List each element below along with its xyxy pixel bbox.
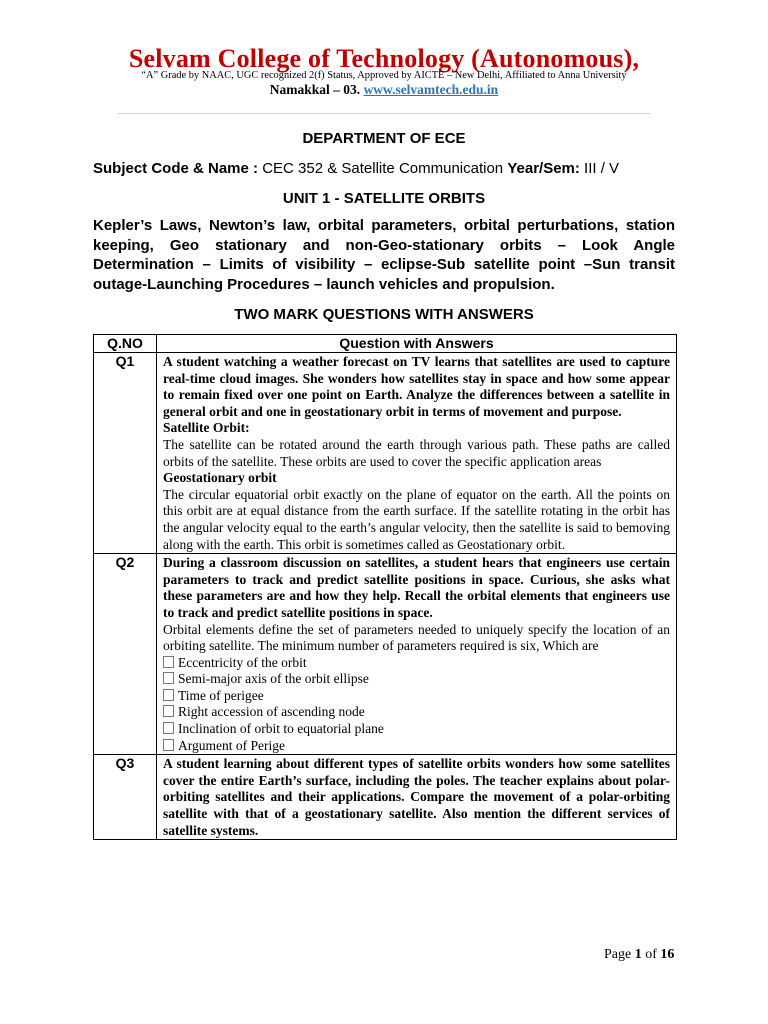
address-line bbox=[0, 82, 768, 98]
list-item-text: Right accession of ascending node bbox=[178, 704, 365, 720]
section-title: TWO MARK QUESTIONS WITH ANSWERS bbox=[234, 306, 534, 323]
bullet-box-icon bbox=[163, 705, 174, 717]
website-link[interactable]: www.selvamtech.edu.in bbox=[363, 82, 499, 97]
answer-cell bbox=[157, 554, 677, 755]
question-text: A student watching a weather forecast on TV learns that satellites are used to capture real-time cloud images. She wonders how satellites stay in space and how some appear to remain fixed over one point on Earth. Analyze the differences between a satellite in general orbit and one in geostationary orbit in terms of movement and purpose. bbox=[163, 354, 670, 419]
unit-syllabus: Kepler’s Laws, Newton’s law, orbital parameters, orbital perturbations, station keeping, Geo stationary and non-Geo-stationary orbits – Look Angle Determination – Limits of visibility – eclipse-Sub satellite point –Sun transit outage-Launching Procedures – launch vehicles and propulsion. bbox=[93, 217, 675, 294]
list-item-text: Time of perigee bbox=[178, 687, 264, 703]
answer-cell bbox=[157, 353, 677, 554]
subject-code-label: Subject Code & Name : bbox=[93, 160, 259, 177]
bullet-box-icon bbox=[163, 722, 174, 734]
list-item-text: Inclination of orbit to equatorial plane bbox=[178, 721, 384, 737]
header-qno: Q.NO bbox=[94, 335, 157, 353]
bullet-box-icon bbox=[163, 739, 174, 751]
college-name: Selvam College of Technology (Autonomous), bbox=[128, 44, 640, 73]
subheading: Geostationary orbit bbox=[163, 470, 277, 486]
qno-cell: Q1 bbox=[94, 353, 157, 554]
list-item-text: Semi-major axis of the orbit ellipse bbox=[178, 671, 369, 687]
table-row bbox=[94, 353, 677, 554]
year-sem-label: Year/Sem: bbox=[507, 160, 580, 177]
answer-text: The circular equatorial orbit exactly on the plane of equator on the earth. All the points on this orbit are at equal distance from the earth surface. If the satellite rotating in the orbit has the angular velocity equal to the earth’s angular velocity, then the satellite is said to bemoving along with the earth. This orbit is sometimes called as Geostationary orbit. bbox=[163, 486, 670, 552]
answer-text: Orbital elements define the set of parameters needed to uniquely specify the location of an orbiting satellite. The minimum number of parameters required is six, Which are bbox=[163, 621, 670, 654]
subheading: Satellite Orbit: bbox=[163, 420, 250, 436]
list-item bbox=[163, 688, 670, 705]
table-row bbox=[94, 554, 677, 755]
department-title: DEPARTMENT OF ECE bbox=[302, 130, 466, 147]
list-item bbox=[163, 704, 670, 721]
list-item bbox=[163, 721, 670, 738]
list-item bbox=[163, 738, 670, 755]
page-current: 1 bbox=[634, 947, 642, 962]
table-row bbox=[94, 755, 677, 840]
bullet-box-icon bbox=[163, 672, 174, 684]
list-item bbox=[163, 671, 670, 688]
accreditation-line: “A” Grade by NAAC, UGC recognized 2(f) Status, Approved by AICTE – New Delhi, Affiliated to Anna University bbox=[141, 70, 627, 81]
of-word: of bbox=[645, 947, 657, 962]
bullet-box-icon bbox=[163, 656, 174, 668]
qno-cell: Q2 bbox=[94, 554, 157, 755]
header-question: Question with Answers bbox=[157, 335, 677, 353]
question-text: A student learning about different types of satellite orbits wonders how some satellites cover the entire Earth’s surface, including the poles. The teacher explains about polar-orbiting satellites and their applications. Compare the movement of a polar-orbiting satellite with that of a geostationary satellite. Also mention the different services of satellite systems. bbox=[163, 756, 670, 838]
year-sem-value: III / V bbox=[584, 160, 620, 177]
question-text: During a classroom discussion on satellites, a student hears that engineers use certain parameters to track and predict satellite positions in space. Curious, she asks what these parameters are and how they help. Recall the orbital elements that engineers use to track and predict satellite positions in space. bbox=[163, 555, 670, 620]
bullet-box-icon bbox=[163, 689, 174, 701]
list-item-text: Argument of Perige bbox=[178, 737, 285, 753]
unit-title: UNIT 1 - SATELLITE ORBITS bbox=[282, 190, 486, 207]
answer-cell bbox=[157, 755, 677, 840]
table-header-row bbox=[94, 335, 677, 353]
answer-text: The satellite can be rotated around the earth through various path. These paths are called orbits of the satellite. These orbits are used to cover the specific application areas bbox=[163, 436, 670, 469]
page-total: 16 bbox=[660, 947, 675, 962]
subject-code-value: CEC 352 & Satellite Communication bbox=[262, 160, 504, 177]
header-divider bbox=[118, 113, 650, 114]
list-item bbox=[163, 655, 670, 672]
list-item-text: Eccentricity of the orbit bbox=[178, 654, 307, 670]
address-text: Namakkal – 03. bbox=[269, 82, 361, 97]
qa-table bbox=[93, 334, 677, 840]
qno-cell: Q3 bbox=[94, 755, 157, 840]
subject-line bbox=[93, 160, 693, 177]
page-number bbox=[604, 947, 674, 963]
page-word: Page bbox=[604, 947, 632, 962]
